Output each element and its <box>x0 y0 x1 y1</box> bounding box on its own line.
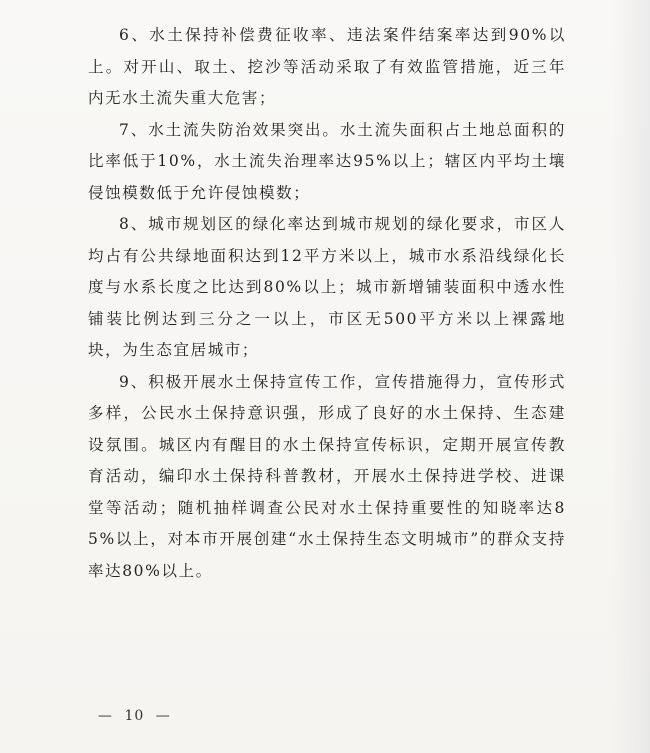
paragraph-item-8: 8、城市规划区的绿化率达到城市规划的绿化要求，市区人均占有公共绿地面积达到12平方米以上，城市水系沿线绿化长度与水系长度之比达到80%以上；城市新增铺装面积中透水性铺装比例达到三分之一以上，市区无500平方米以上裸露地块，为生态宜居城市； <box>88 215 566 359</box>
footer-dash-right: — <box>155 708 171 724</box>
page-edge-shadow <box>612 0 650 753</box>
paragraph-item-6: 6、水土保持补偿费征收率、违法案件结案率达到90%以上。对开山、取土、挖沙等活动采取了有效监管措施，近三年内无水土流失重大危害； <box>88 26 566 107</box>
document-body <box>88 20 566 587</box>
paragraph-item-7: 7、水土流失防治效果突出。水土流失面积占土地总面积的比率低于10%，水土流失治理率达95%以上；辖区内平均土壤侵蚀模数低于允许侵蚀模数； <box>88 120 566 202</box>
footer-dash-left: — <box>98 708 113 724</box>
paragraph-item-9: 9、积极开展水土保持宣传工作，宣传措施得力，宣传形式多样，公民水土保持意识强，形成了良好的水土保持、生态建设氛围。城区内有醒目的水土保持宣传标识，定期开展宣传教育活动，编印水土保持科普教材，开展水土保持进学校、进课堂等活动；随机抽样调查公民对水土保持重要性的知晓率达85%以上，对本市开展创建“水土保持生态文明城市”的群众支持率达80%以上。 <box>88 372 566 580</box>
page-number: 10 <box>124 708 145 724</box>
page-footer <box>92 708 177 724</box>
